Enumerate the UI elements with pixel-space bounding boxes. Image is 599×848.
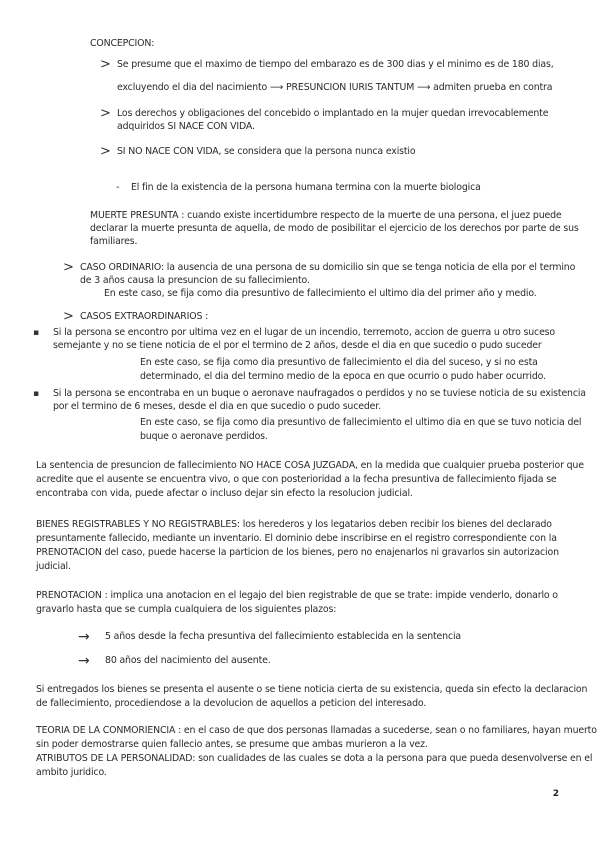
greater-than-bullet-icon: > bbox=[100, 57, 111, 72]
caso-ordinario-line-2: de 3 años causa la presuncion de su fallecimiento. bbox=[80, 275, 310, 286]
bienes-line-2: presuntamente fallecido, mediante un inventario. El dominio debe inscribirse en el registro correspondiente con la bbox=[36, 533, 557, 544]
text-segment: PRESUNCION IURIS TANTUM bbox=[286, 82, 415, 93]
greater-than-bullet-icon: > bbox=[63, 260, 74, 275]
greater-than-bullet-icon: > bbox=[100, 106, 111, 121]
arrow-right-icon: → bbox=[78, 629, 90, 645]
muerte-presunta-line-3: familiares. bbox=[90, 236, 138, 247]
text-segment: admiten prueba en contra bbox=[433, 82, 553, 93]
arrow-right-icon: ⟶ bbox=[416, 82, 431, 93]
caso-ordinario-line-3: En este caso, se fija como dia presuntivo de fallecimiento el ultimo dia del primer año y medio. bbox=[104, 288, 537, 299]
teoria-conmoriencia-line-1: TEORIA DE LA CONMORIENCIA : en el caso de que dos personas llamadas a sucederse, sean o no familiares, hayan muerto bbox=[36, 725, 597, 736]
extraordinario-1-line-4: determinado, el dia del termino medio de la epoca en que ocurrio o pudo haber ocurrido. bbox=[140, 371, 546, 382]
caso-ordinario-line-1: CASO ORDINARIO: la ausencia de una persona de su domicilio sin que se tenga noticia de ella por el termino bbox=[80, 262, 576, 273]
atributos-line-2: ambito juridico. bbox=[36, 767, 107, 778]
sentencia-line-3: encontraba con vida, puede afectar o incluso dejar sin efecto la resolucion judicial. bbox=[36, 488, 413, 499]
fin-existencia: El fin de la existencia de la persona humana termina con la muerte biologica bbox=[131, 182, 481, 193]
bienes-line-4: judicial. bbox=[36, 561, 71, 572]
concepcion-item-1: Se presume que el maximo de tiempo del embarazo es de 300 dias y el minimo es de 180 dias, bbox=[117, 59, 554, 70]
muerte-presunta-line-1: MUERTE PRESUNTA : cuando existe incertidumbre respecto de la muerte de una persona, el juez puede bbox=[90, 210, 562, 221]
atributos-line-1: ATRIBUTOS DE LA PERSONALIDAD: son cualidades de las cuales se dota a la persona para que pueda desenvolverse en el bbox=[36, 753, 593, 764]
arrow-right-icon: → bbox=[78, 653, 90, 669]
extraordinario-1-line-1: Si la persona se encontro por ultima vez en el lugar de un incendio, terremoto, accion de guerra u otro suceso bbox=[53, 327, 556, 338]
casos-extraordinarios-heading: CASOS EXTRAORDINARIOS : bbox=[80, 311, 209, 322]
concepcion-item-2-cont: adquiridos SI NACE CON VIDA. bbox=[117, 121, 255, 132]
extraordinario-2-line-3: En este caso, se fija como dia presuntivo de fallecimiento el ultimo dia en que se tuvo noticia del bbox=[140, 417, 582, 428]
prenotacion-line-2: gravarlo hasta que se cumpla cualquiera de los siguientes plazos: bbox=[36, 604, 337, 615]
concepcion-item-3: SI NO NACE CON VIDA, se considera que la persona nunca existio bbox=[117, 146, 416, 157]
extraordinario-2-line-1: Si la persona se encontraba en un buque o aeronave naufragados o perdidos y no se tuviese noticia de su existencia bbox=[53, 388, 586, 399]
entregados-line-2: de fallecimiento, procediendose a la devolucion de aquellos a peticion del interesado. bbox=[36, 698, 427, 709]
square-bullet-icon: ▪ bbox=[33, 389, 40, 399]
extraordinario-2-line-2: por el termino de 6 meses, desde el dia en que sucedio o pudo suceder. bbox=[53, 401, 381, 412]
extraordinario-2-line-4: buque o aeronave perdidos. bbox=[140, 431, 268, 442]
extraordinario-1-line-3: En este caso, se fija como dia presuntivo de fallecimiento el dia del suceso, y si no esta bbox=[140, 357, 538, 368]
bienes-line-3: PRENOTACION del caso, puede hacerse la particion de los bienes, pero no enajenarlos ni gravarlos sin autorizacion bbox=[36, 547, 559, 558]
greater-than-bullet-icon: > bbox=[100, 144, 111, 159]
heading-concepcion: CONCEPCION: bbox=[90, 38, 155, 49]
bienes-line-1: BIENES REGISTRABLES Y NO REGISTRABLES: los herederos y los legatarios deben recibir los bienes del declarado bbox=[36, 519, 552, 530]
concepcion-item-1-cont bbox=[117, 82, 552, 94]
greater-than-bullet-icon: > bbox=[63, 309, 74, 324]
square-bullet-icon: ▪ bbox=[33, 328, 40, 338]
teoria-conmoriencia-line-2: sin poder demostrarse quien fallecio antes, se presume que ambas murieron a la vez. bbox=[36, 739, 428, 750]
plazo-1: 5 años desde la fecha presuntiva del fallecimiento establecida en la sentencia bbox=[105, 631, 461, 642]
entregados-line-1: Si entregados los bienes se presenta el ausente o se tiene noticia cierta de su existencia, queda sin efecto la declaracion bbox=[36, 684, 588, 695]
text-segment: excluyendo el dia del nacimiento bbox=[117, 82, 268, 93]
extraordinario-1-line-2: semejante y no se tiene noticia de el por el termino de 2 años, desde el dia en que sucedio o pudo suceder bbox=[53, 340, 542, 351]
sentencia-line-1: La sentencia de presuncion de fallecimiento NO HACE COSA JUZGADA, en la medida que cualquier prueba posterior que bbox=[36, 460, 584, 471]
muerte-presunta-line-2: declarar la muerte presunta de aquella, de modo de posibilitar el ejercicio de los derechos por parte de sus bbox=[90, 223, 579, 234]
concepcion-item-2: Los derechos y obligaciones del concebido o implantado en la mujer quedan irrevocablemente bbox=[117, 108, 549, 119]
dash-bullet-icon: - bbox=[116, 182, 120, 193]
sentencia-line-2: acredite que el ausente se encuentra vivo, o que con posterioridad a la fecha presuntiva de fallecimiento fijada se bbox=[36, 474, 557, 485]
page-number: 2 bbox=[552, 789, 559, 799]
plazo-2: 80 años del nacimiento del ausente. bbox=[105, 655, 271, 666]
prenotacion-line-1: PRENOTACION : implica una anotacion en el legajo del bien registrable de que se trate: impide venderlo, donarlo o bbox=[36, 590, 558, 601]
arrow-right-icon: ⟶ bbox=[269, 82, 284, 93]
